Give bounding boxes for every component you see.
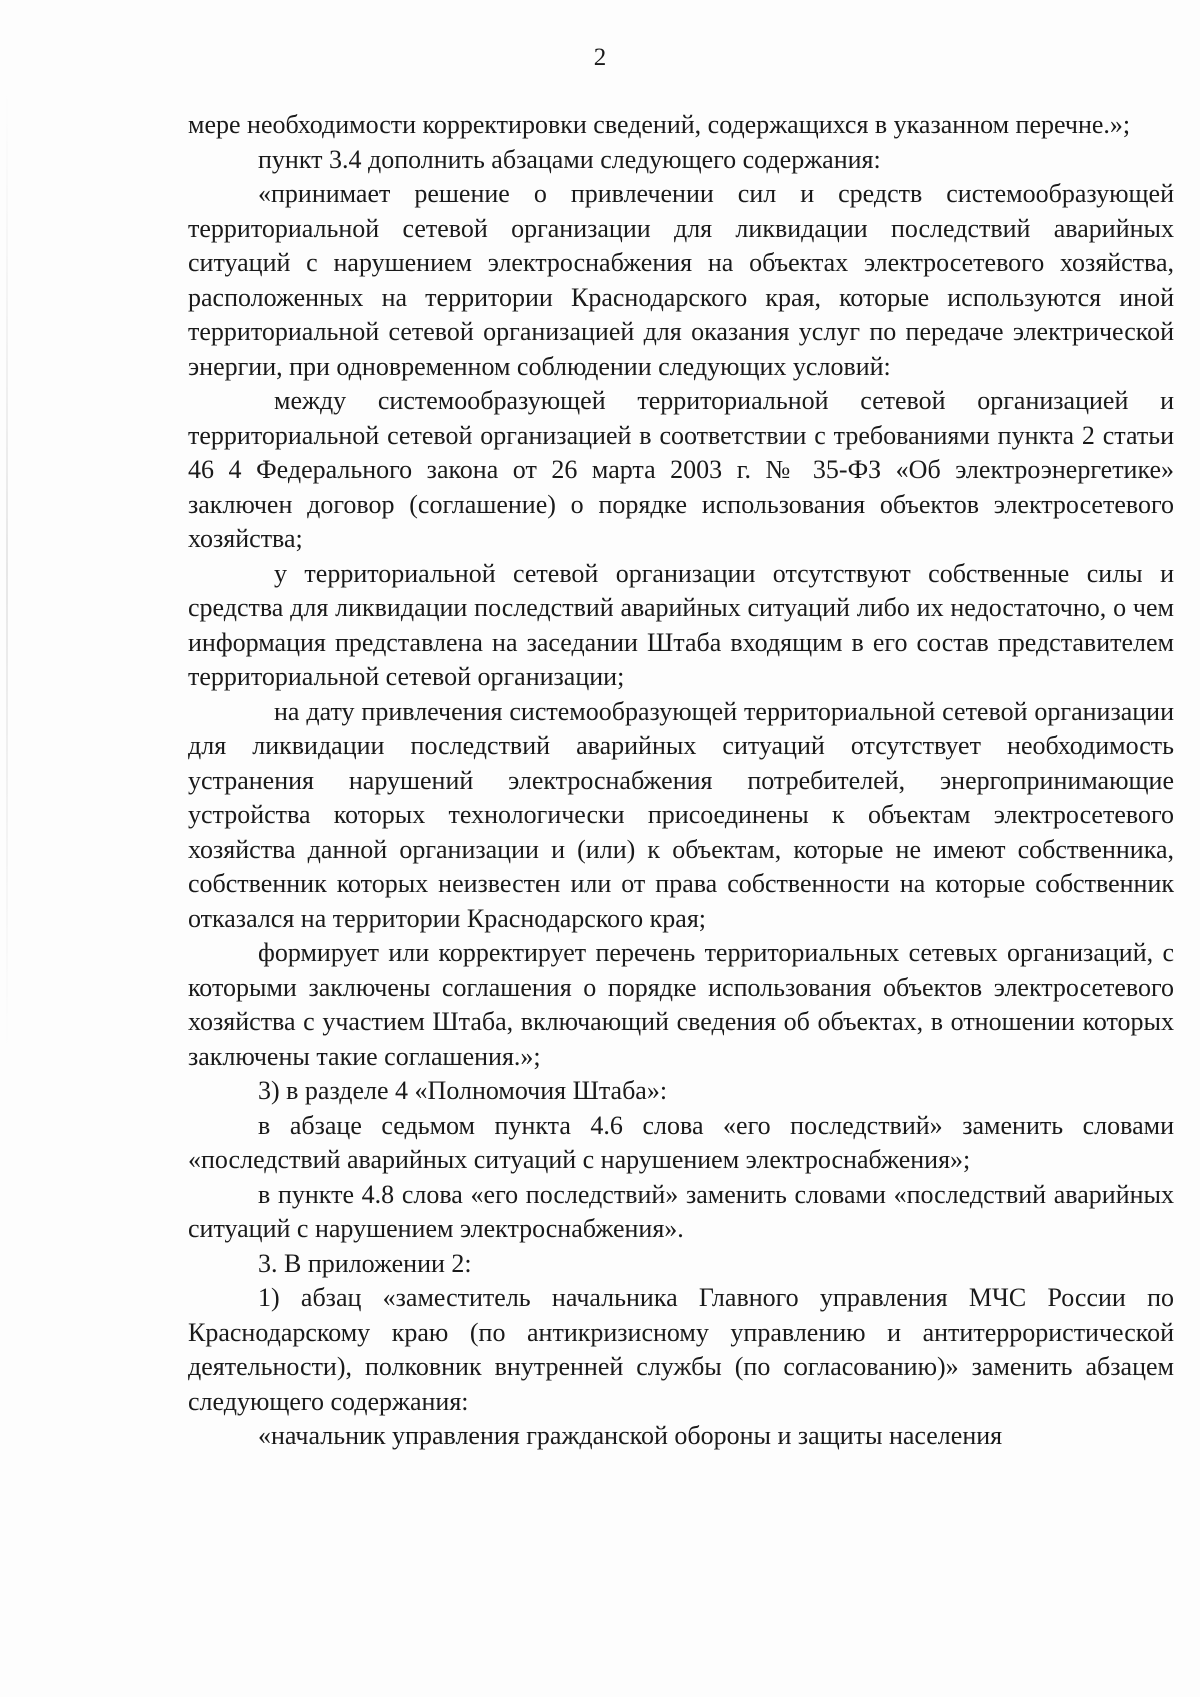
paragraph-1: мере необходимости корректировки сведений, содержащихся в указанном перечне.»; <box>188 110 1131 139</box>
paragraph-13: «начальник управления гражданской обороны и защиты населения <box>258 1421 1003 1450</box>
paragraph-9: в абзаце седьмом пункта 4.6 слова «его последствий» заменить словами «последствий аварийных ситуаций с нарушением электроснабжения»; <box>188 1110 1174 1174</box>
paragraph-10: в пункте 4.8 слова «его последствий» заменить словами «последствий аварийных ситуаций с нарушением электроснабжения». <box>188 1179 1174 1243</box>
paragraph-12: 1) абзац «заместитель начальника Главного управления МЧС России по Краснодарскому краю (по антикризисному управлению и антитеррористической деятельности), полковник внутренней службы (по согласованию)» заменить абзацем следующего содержания: <box>188 1283 1174 1416</box>
paragraph-4: между системообразующей территориальной сетевой организацией и территориальной сетевой организацией в соответствии с требованиями пункта 2 статьи 46 4 Федерального закона от 26 марта 2003 г. № 35-ФЗ «Об электроэнергетике» заключен договор (соглашение) о порядке использования объектов электросетевого хозяйства; <box>188 386 1174 553</box>
document-body <box>188 108 1174 1454</box>
paragraph-11: 3. В приложении 2: <box>258 1248 472 1278</box>
paragraph-3: «принимает решение о привлечении сил и средств системообразующей территориальной сетевой организации для ликвидации последствий аварийных ситуаций с нарушением электроснабжения на объектах электросетевого хозяйства, расположенных на территории Краснодарского края, которые используются иной территориальной сетевой организацией для оказания услуг по передаче электрической энергии, при одновременном соблюдении следующих условий: <box>188 179 1174 381</box>
scan-margin-artifact <box>6 90 8 1050</box>
paragraph-5: у территориальной сетевой организации отсутствуют собственные силы и средства для ликвидации последствий аварийных ситуаций либо их недостаточно, о чем информация представлена на заседании Штаба входящим в его состав представителем территориальной сетевой организации; <box>188 558 1174 691</box>
paragraph-7: формирует или корректирует перечень территориальных сетевых организаций, с которыми заключены соглашения о порядке использования объектов электросетевого хозяйства с участием Штаба, включающий сведения об объектах, в отношении которых заключены такие соглашения.»; <box>188 938 1174 1071</box>
paragraph-6: на дату привлечения системообразующей территориальной сетевой организации для ликвидации последствий аварийных ситуаций отсутствует необходимость устранения нарушений электроснабжения потребителей, энергопринимающие устройства которых технологически присоединены к объектам электросетевого хозяйства данной организации и (или) к объектам, которые не имеют собственника, собственник которых неизвестен или от права собственности на которые собственник отказался на территории Краснодарского края; <box>188 696 1174 933</box>
page-number: 2 <box>593 44 607 71</box>
paragraph-2: пункт 3.4 дополнить абзацами следующего содержания: <box>258 144 881 174</box>
paragraph-8: 3) в разделе 4 «Полномочия Штаба»: <box>258 1076 668 1105</box>
